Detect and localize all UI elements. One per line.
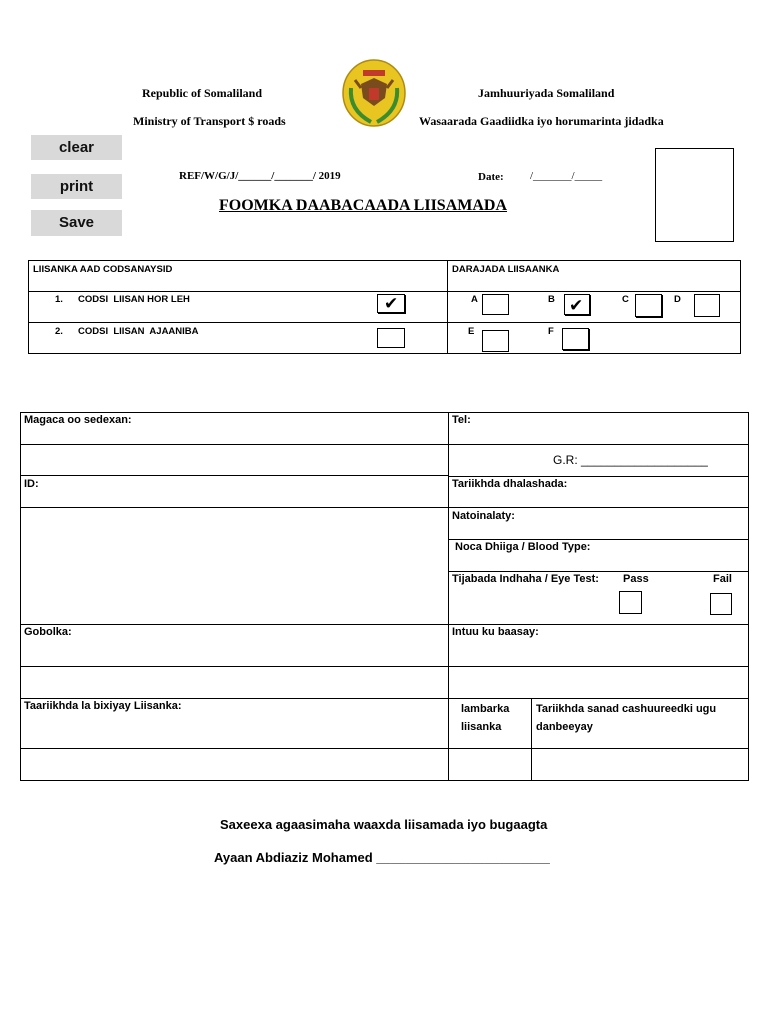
check-mark-icon: ✔ bbox=[384, 294, 399, 313]
clear-button[interactable]: clear bbox=[31, 135, 122, 160]
grade-a-label: A bbox=[471, 294, 478, 305]
issue-date-input[interactable] bbox=[21, 749, 447, 779]
grade-c-checkbox[interactable] bbox=[635, 294, 662, 317]
grade-b-label: B bbox=[548, 294, 555, 305]
last-tax-year-input[interactable] bbox=[532, 749, 747, 779]
eye-test-pass-checkbox[interactable] bbox=[619, 591, 642, 614]
passed-label: Intuu ku baasay: bbox=[452, 626, 539, 638]
grade-f-checkbox[interactable] bbox=[562, 328, 589, 350]
nationality-label: Natoinalaty: bbox=[452, 510, 515, 522]
header-country-en: Republic of Somaliland bbox=[142, 86, 263, 100]
license-type-header: LIISANKA AAD CODSANAYSID bbox=[33, 264, 173, 275]
eye-test-pass-label: Pass bbox=[623, 573, 649, 585]
grade-d-label: D bbox=[674, 294, 681, 305]
print-button[interactable]: print bbox=[31, 174, 122, 199]
name-input[interactable] bbox=[21, 445, 447, 475]
issue-date-label: Taariikhda la bixiyay Liisanka: bbox=[24, 700, 182, 712]
eye-test-fail-checkbox[interactable] bbox=[710, 593, 732, 615]
eye-test-label: Tijabada Indhaha / Eye Test: bbox=[452, 573, 599, 585]
check-mark-icon: ✔ bbox=[569, 296, 584, 315]
name-label: Magaca oo sedexan: bbox=[24, 414, 132, 426]
id-label: ID: bbox=[24, 478, 39, 490]
grade-b-checkbox[interactable] bbox=[564, 294, 590, 315]
header-ministry-en: Ministry of Transport $ roads bbox=[133, 114, 286, 128]
license-row-2-number: 2. bbox=[55, 326, 63, 337]
license-number-label: lambarka liisanka bbox=[461, 703, 510, 733]
license-grade-header: DARAJADA LIISAANKA bbox=[452, 264, 560, 275]
grade-e-checkbox[interactable] bbox=[482, 330, 509, 352]
dob-label: Tariikhda dhalashada: bbox=[452, 478, 568, 490]
gr-field[interactable]: G.R: ___________________ bbox=[553, 453, 708, 467]
date-label: Date: bbox=[478, 171, 504, 183]
signature-caption: Saxeexa agaasimaha waaxda liisamada iyo bugaagta bbox=[220, 817, 548, 832]
blood-type-label: Noca Dhiiga / Blood Type: bbox=[455, 541, 591, 553]
official-signature-line: Ayaan Abdiaziz Mohamed ________________________ bbox=[214, 850, 550, 865]
grade-d-checkbox[interactable] bbox=[694, 294, 720, 317]
grade-c-label: C bbox=[622, 294, 629, 305]
coat-of-arms-emblem bbox=[341, 58, 407, 128]
eye-test-fail-label: Fail bbox=[713, 573, 732, 585]
region-label: Gobolka: bbox=[24, 626, 72, 638]
region-input[interactable] bbox=[21, 667, 447, 697]
header-country-so: Jamhuuriyada Somaliland bbox=[478, 86, 615, 100]
grade-a-checkbox[interactable] bbox=[482, 294, 509, 315]
passed-input[interactable] bbox=[449, 667, 747, 697]
license-row-2-label: CODSI LIISAN AJAANIBA bbox=[78, 326, 199, 337]
id-input[interactable] bbox=[21, 508, 447, 624]
grade-f-label: F bbox=[548, 326, 554, 337]
reference-number: REF/W/G/J/______/_______/ 2019 bbox=[179, 170, 341, 182]
last-tax-year-label: Tariikhda sanad cashuureedki ugu danbeeyay bbox=[536, 703, 717, 733]
license-row-1-checkbox[interactable] bbox=[377, 294, 405, 313]
license-row-1-number: 1. bbox=[55, 294, 63, 305]
license-row-1-label: CODSI LIISAN HOR LEH bbox=[78, 294, 190, 305]
tel-label: Tel: bbox=[452, 414, 471, 426]
date-field[interactable]: /_______/_____ bbox=[530, 170, 603, 182]
header-ministry-so: Wasaarada Gaadiidka iyo horumarinta jidadka bbox=[419, 114, 664, 128]
photo-box bbox=[655, 148, 734, 242]
license-row-2-checkbox[interactable] bbox=[377, 328, 405, 348]
grade-e-label: E bbox=[468, 326, 475, 337]
license-number-input[interactable] bbox=[449, 749, 531, 779]
save-button[interactable]: Save bbox=[31, 210, 122, 236]
form-title: FOOMKA DAABACAADA LIISAMADA bbox=[219, 197, 508, 214]
